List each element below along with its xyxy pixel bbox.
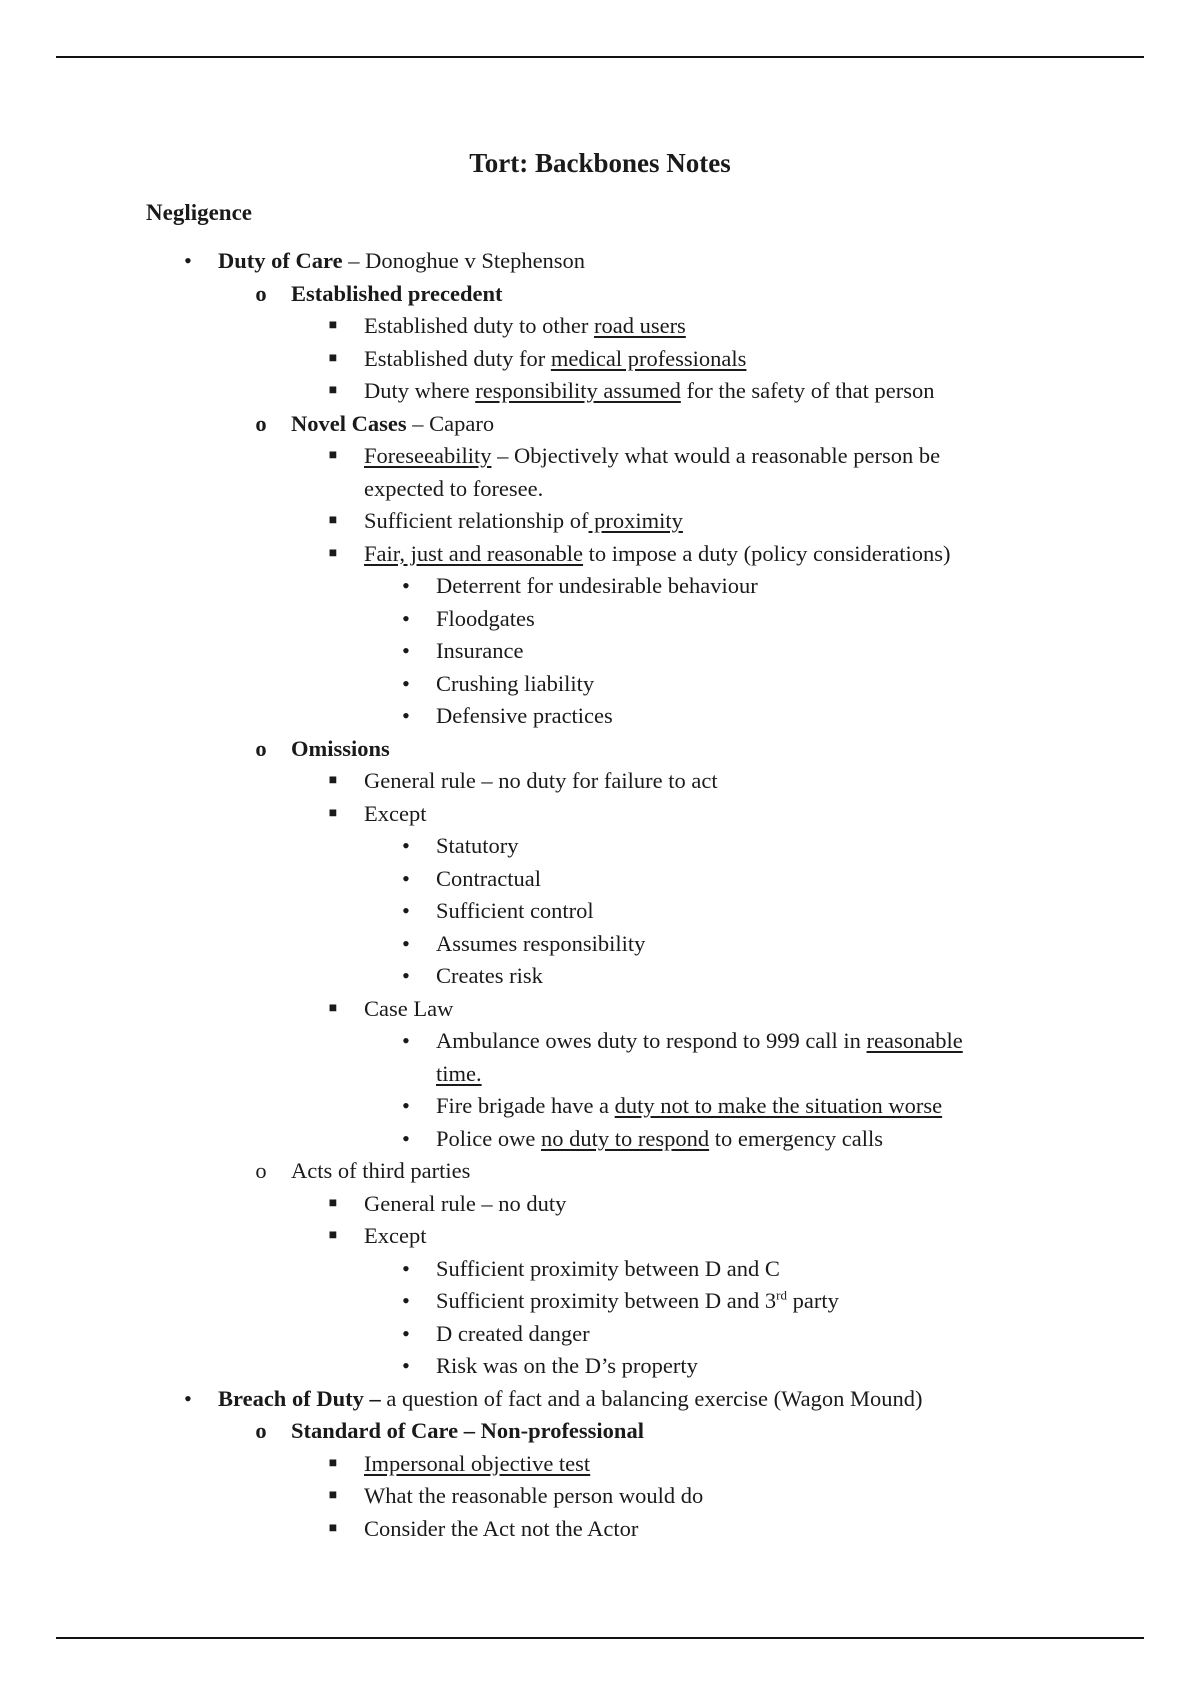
list-item bbox=[0, 440, 1200, 505]
bullet-marker: • bbox=[402, 1353, 410, 1378]
bullet-marker: • bbox=[402, 1320, 410, 1346]
item-text: Sufficient control bbox=[436, 898, 594, 923]
item-label: Omissions bbox=[291, 735, 390, 761]
outline-item-standard-of-care bbox=[0, 1415, 1200, 1448]
item-text: Case Law bbox=[364, 995, 454, 1021]
list-item bbox=[0, 993, 1200, 1026]
list-item bbox=[0, 668, 1200, 701]
item-text: party bbox=[786, 1288, 839, 1313]
bullet-marker: • bbox=[402, 930, 410, 956]
square-marker: ■ bbox=[328, 1000, 338, 1016]
item-text: Deterrent for undesirable behaviour bbox=[436, 573, 758, 598]
section-heading: Negligence bbox=[146, 200, 253, 225]
bullet-marker: • bbox=[402, 670, 410, 696]
item-text: Police owe bbox=[436, 1125, 541, 1151]
square-marker: ■ bbox=[328, 1195, 338, 1211]
item-text: – Caparo bbox=[406, 410, 495, 436]
item-text: Except bbox=[364, 1223, 427, 1248]
square-marker: ■ bbox=[328, 1455, 338, 1471]
item-text: Risk was on the D’s property bbox=[436, 1353, 698, 1378]
underlined-text: medical professionals bbox=[550, 345, 747, 371]
item-label: Acts of third parties bbox=[291, 1158, 471, 1183]
list-item bbox=[0, 538, 1200, 571]
item-text: Established duty for bbox=[364, 345, 551, 371]
list-item bbox=[0, 1350, 1200, 1383]
item-text: Defensive practices bbox=[436, 703, 613, 728]
item-label: Novel Cases bbox=[291, 410, 407, 436]
item-label: Standard of Care – Non-professional bbox=[291, 1418, 644, 1443]
bullet-marker: • bbox=[402, 898, 410, 923]
item-text: Assumes responsibility bbox=[436, 930, 646, 956]
underlined-text: duty not to make the situation worse bbox=[614, 1093, 943, 1118]
list-item bbox=[0, 1480, 1200, 1513]
bullet-marker: • bbox=[402, 833, 410, 858]
square-marker: ■ bbox=[328, 318, 338, 333]
item-text: General rule – no duty bbox=[364, 1190, 567, 1216]
bullet-marker: • bbox=[402, 963, 410, 988]
underlined-text: Impersonal objective test bbox=[364, 1450, 591, 1476]
list-item bbox=[0, 1513, 1200, 1546]
item-text: General rule – no duty for failure to act bbox=[364, 768, 718, 793]
square-marker: ■ bbox=[328, 1488, 338, 1503]
list-item bbox=[0, 1285, 1200, 1318]
item-label: Duty of Care bbox=[218, 248, 343, 273]
item-text: a question of fact and a balancing exercise (Wagon Mound) bbox=[380, 1385, 923, 1411]
bullet-marker: • bbox=[402, 1028, 410, 1053]
list-item bbox=[0, 1448, 1200, 1481]
underlined-text: reasonable time. bbox=[436, 1028, 963, 1086]
list-item bbox=[0, 1220, 1200, 1253]
square-marker: ■ bbox=[328, 383, 338, 398]
bullet-marker: • bbox=[402, 1255, 410, 1281]
list-item bbox=[0, 375, 1200, 408]
outline-item-established-precedent bbox=[0, 278, 1200, 311]
list-item bbox=[0, 505, 1200, 538]
square-marker: ■ bbox=[328, 805, 338, 821]
outline-item-acts-of-third-parties bbox=[0, 1155, 1200, 1188]
underlined-text: responsibility assumed bbox=[475, 378, 681, 403]
list-item bbox=[0, 1253, 1200, 1286]
list-item bbox=[0, 928, 1200, 961]
outline-item-novel-cases bbox=[0, 408, 1200, 441]
notes-outline bbox=[0, 245, 1200, 1545]
item-text: Statutory bbox=[436, 833, 519, 858]
square-marker: ■ bbox=[328, 1228, 338, 1243]
list-item bbox=[0, 343, 1200, 376]
bullet-marker: • bbox=[402, 1125, 410, 1151]
underlined-text: Fair, just and reasonable bbox=[364, 540, 584, 566]
list-item bbox=[0, 635, 1200, 668]
bullet-marker: • bbox=[402, 573, 410, 598]
item-text: Fire brigade have a bbox=[436, 1093, 615, 1118]
bullet-marker: • bbox=[184, 248, 192, 273]
item-text: Ambulance owes duty to respond to 999 call in bbox=[436, 1028, 867, 1053]
underlined-text: proximity bbox=[588, 508, 683, 533]
list-item bbox=[0, 1123, 1200, 1156]
list-item bbox=[0, 765, 1200, 798]
circle-marker: o bbox=[255, 735, 267, 761]
square-marker: ■ bbox=[328, 773, 338, 788]
bullet-marker: • bbox=[402, 1093, 410, 1118]
square-marker: ■ bbox=[328, 513, 338, 528]
list-item bbox=[0, 960, 1200, 993]
bullet-marker: • bbox=[184, 1385, 192, 1411]
list-item bbox=[0, 830, 1200, 863]
item-text: Established duty to other bbox=[364, 313, 594, 338]
outline-item-omissions bbox=[0, 733, 1200, 766]
item-text: for the safety of that person bbox=[680, 378, 935, 403]
list-item bbox=[0, 310, 1200, 343]
item-text: Sufficient proximity between D and C bbox=[436, 1255, 780, 1281]
list-item bbox=[0, 700, 1200, 733]
item-text: to emergency calls bbox=[709, 1125, 884, 1151]
item-text: Contractual bbox=[436, 865, 541, 891]
bullet-marker: • bbox=[402, 638, 410, 663]
bullet-marker: • bbox=[402, 605, 410, 631]
bullet-marker: • bbox=[402, 865, 410, 891]
item-text: – Objectively what would a reasonable person be expected to foresee. bbox=[364, 443, 941, 501]
item-text: Consider the Act not the Actor bbox=[364, 1515, 639, 1541]
underlined-text: road users bbox=[593, 313, 686, 338]
square-marker: ■ bbox=[328, 448, 338, 463]
item-text: D created danger bbox=[436, 1320, 590, 1346]
underlined-text: Foreseeability bbox=[364, 443, 492, 468]
item-text: Floodgates bbox=[436, 605, 535, 631]
bullet-marker: • bbox=[402, 703, 410, 728]
square-marker: ■ bbox=[328, 350, 338, 366]
item-label: Established precedent bbox=[291, 280, 503, 306]
item-text: Sufficient relationship of bbox=[364, 508, 589, 533]
square-marker: ■ bbox=[328, 545, 338, 561]
list-item bbox=[0, 895, 1200, 928]
list-item bbox=[0, 1318, 1200, 1351]
page-top-rule bbox=[56, 56, 1144, 58]
circle-marker: o bbox=[255, 410, 267, 436]
circle-marker: o bbox=[255, 1158, 267, 1183]
circle-marker: o bbox=[255, 280, 267, 306]
square-marker: ■ bbox=[328, 1520, 338, 1536]
list-item bbox=[0, 603, 1200, 636]
item-text: Except bbox=[364, 800, 427, 826]
underlined-text: no duty to respond bbox=[540, 1125, 710, 1151]
document-title: Tort: Backbones Notes bbox=[469, 148, 731, 178]
item-text: What the reasonable person would do bbox=[364, 1483, 704, 1508]
superscript: rd bbox=[776, 1287, 787, 1303]
outline-item-breach-of-duty bbox=[0, 1383, 1200, 1416]
list-item bbox=[0, 1025, 1200, 1090]
item-text: Crushing liability bbox=[436, 670, 595, 696]
page-bottom-rule bbox=[56, 1637, 1144, 1639]
item-text: Insurance bbox=[436, 638, 524, 663]
item-text: Creates risk bbox=[436, 963, 543, 988]
list-item bbox=[0, 798, 1200, 831]
item-text: – Donoghue v Stephenson bbox=[342, 248, 586, 273]
list-item bbox=[0, 863, 1200, 896]
item-text: to impose a duty (policy considerations) bbox=[583, 540, 951, 566]
circle-marker: o bbox=[255, 1418, 267, 1443]
bullet-marker: • bbox=[402, 1288, 410, 1313]
item-text: Duty where bbox=[364, 378, 476, 403]
item-text: Sufficient proximity between D and 3 bbox=[436, 1288, 777, 1313]
list-item bbox=[0, 1188, 1200, 1221]
item-label: Breach of Duty – bbox=[218, 1385, 381, 1411]
list-item bbox=[0, 570, 1200, 603]
outline-item-duty-of-care bbox=[0, 245, 1200, 278]
list-item bbox=[0, 1090, 1200, 1123]
